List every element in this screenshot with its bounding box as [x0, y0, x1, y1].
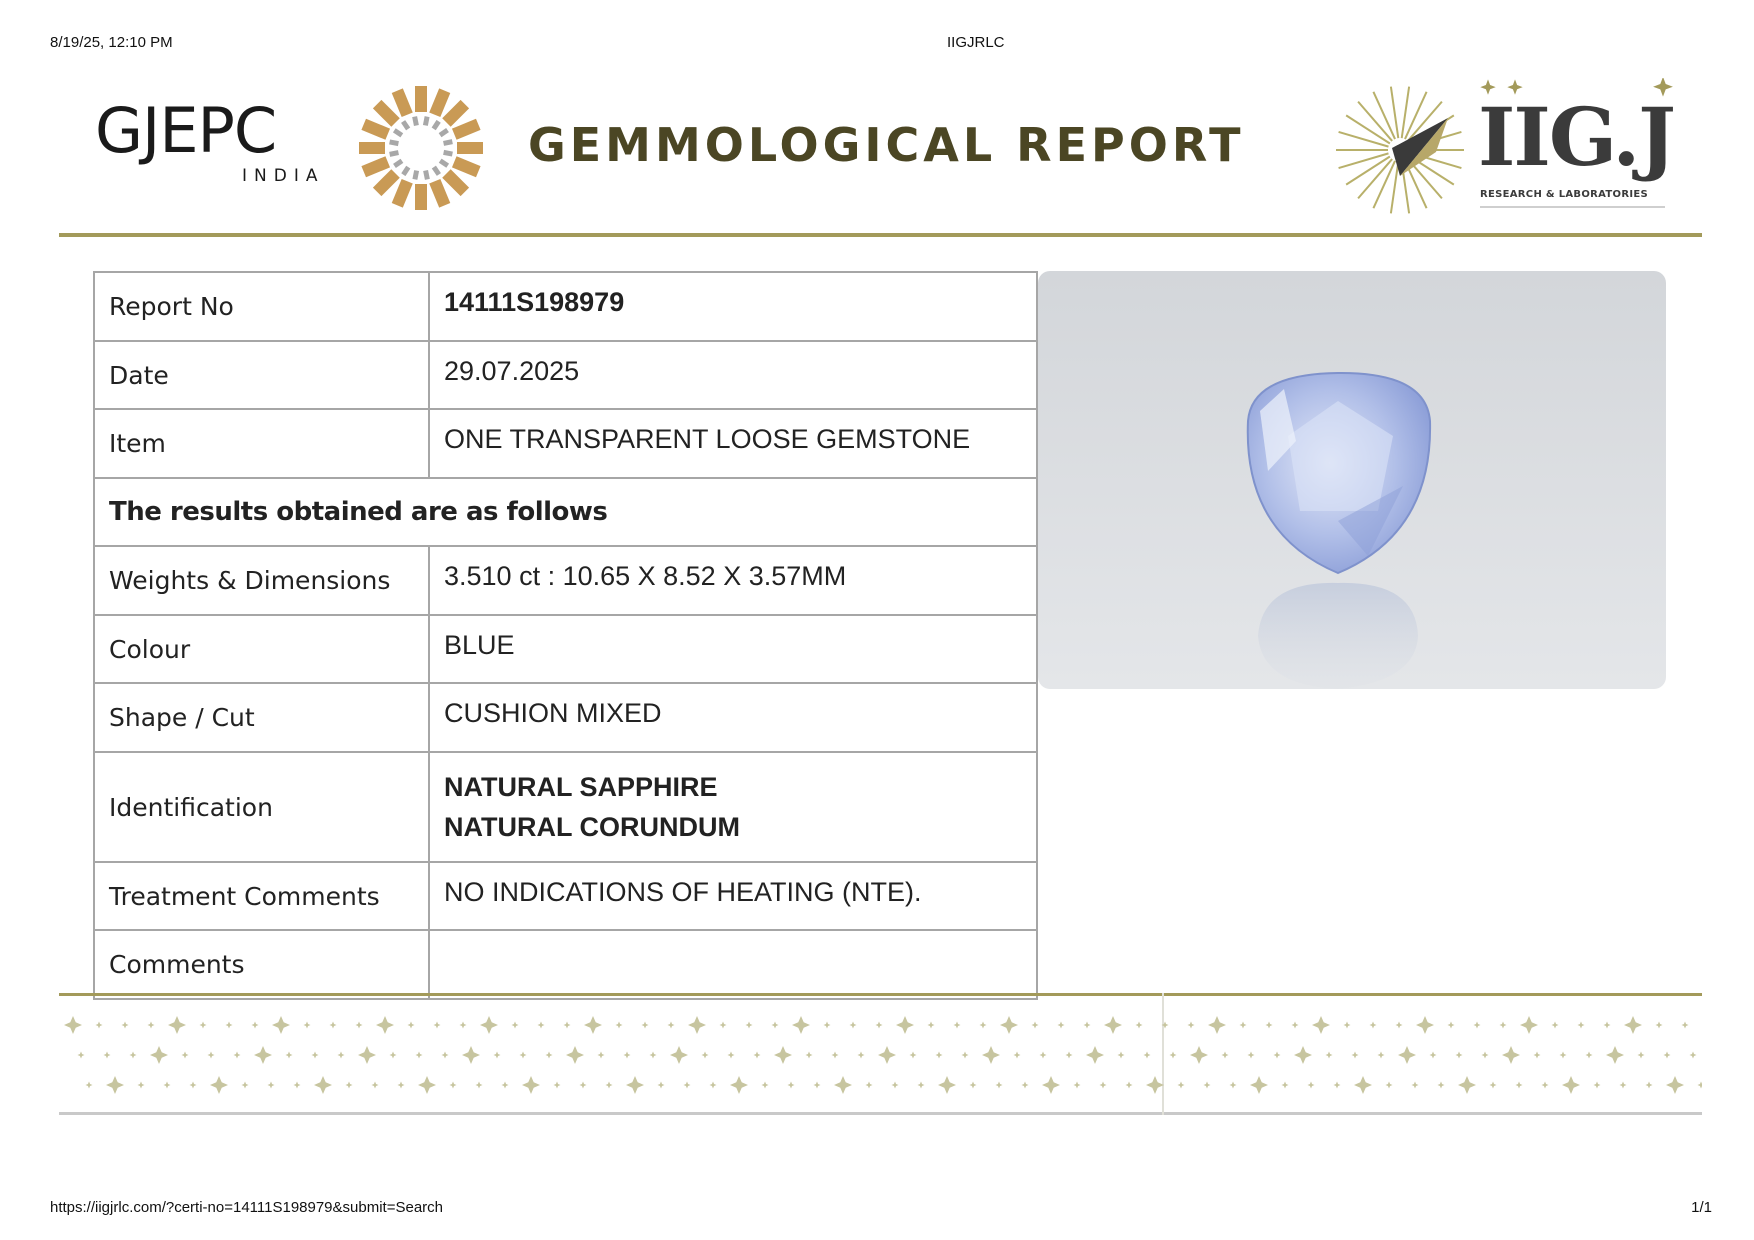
identification-value: [429, 752, 1037, 862]
item-value: ONE TRANSPARENT LOOSE GEMSTONE: [429, 409, 1037, 478]
gjepc-logo-word: GJEPC: [95, 94, 277, 167]
identification-line-1: NATURAL SAPPHIRE: [444, 772, 718, 802]
table-row: [94, 615, 1037, 683]
iigj-logo-word: IIG.J: [1478, 90, 1675, 184]
weights-value: 3.510 ct : 10.65 X 8.52 X 3.57MM: [429, 546, 1037, 615]
results-heading: The results obtained are as follows: [94, 478, 1037, 546]
comments-value: [429, 930, 1037, 999]
report-no-label: Report No: [94, 272, 429, 341]
shape-label: Shape / Cut: [94, 683, 429, 752]
comments-label: Comments: [94, 930, 429, 999]
table-row: [94, 862, 1037, 930]
table-row: [94, 930, 1037, 999]
table-row: [94, 409, 1037, 478]
gemstone-photo: [1038, 271, 1666, 689]
print-url: https://iigjrlc.com/?certi-no=14111S198979&submit=Search: [50, 1199, 443, 1216]
treatment-label: Treatment Comments: [94, 862, 429, 930]
date-value: 29.07.2025: [429, 341, 1037, 409]
decorative-star-band: [59, 993, 1702, 1117]
iigj-starburst-icon: [1330, 78, 1480, 218]
date-label: Date: [94, 341, 429, 409]
gjepc-logo-subtitle: INDIA: [242, 166, 325, 186]
identification-label: Identification: [94, 752, 429, 862]
table-row: [94, 683, 1037, 752]
print-page-title: IIGJRLC: [947, 34, 1005, 51]
table-row: [94, 341, 1037, 409]
iigj-logo-subtitle: RESEARCH & LABORATORIES: [1480, 189, 1648, 200]
weights-label: Weights & Dimensions: [94, 546, 429, 615]
table-row: [94, 272, 1037, 341]
shape-value: CUSHION MIXED: [429, 683, 1037, 752]
report-table: [93, 271, 1038, 1000]
treatment-value: NO INDICATIONS OF HEATING (NTE).: [429, 862, 1037, 930]
print-page-number: 1/1: [1691, 1199, 1712, 1216]
gjepc-logo: [95, 94, 490, 210]
header-divider: [59, 233, 1702, 237]
table-row: [94, 546, 1037, 615]
page-title: GEMMOLOGICAL REPORT: [528, 118, 1245, 172]
colour-label: Colour: [94, 615, 429, 683]
table-row: [94, 752, 1037, 862]
report-no-value: 14111S198979: [429, 272, 1037, 341]
gjepc-sunburst-icon: [353, 80, 489, 216]
colour-value: BLUE: [429, 615, 1037, 683]
iigj-logo-fineprint: [1480, 204, 1665, 212]
identification-line-2: NATURAL CORUNDUM: [444, 812, 740, 842]
iigj-logo: [1330, 78, 1675, 218]
table-row: [94, 478, 1037, 546]
item-label: Item: [94, 409, 429, 478]
print-datetime: 8/19/25, 12:10 PM: [50, 34, 173, 51]
